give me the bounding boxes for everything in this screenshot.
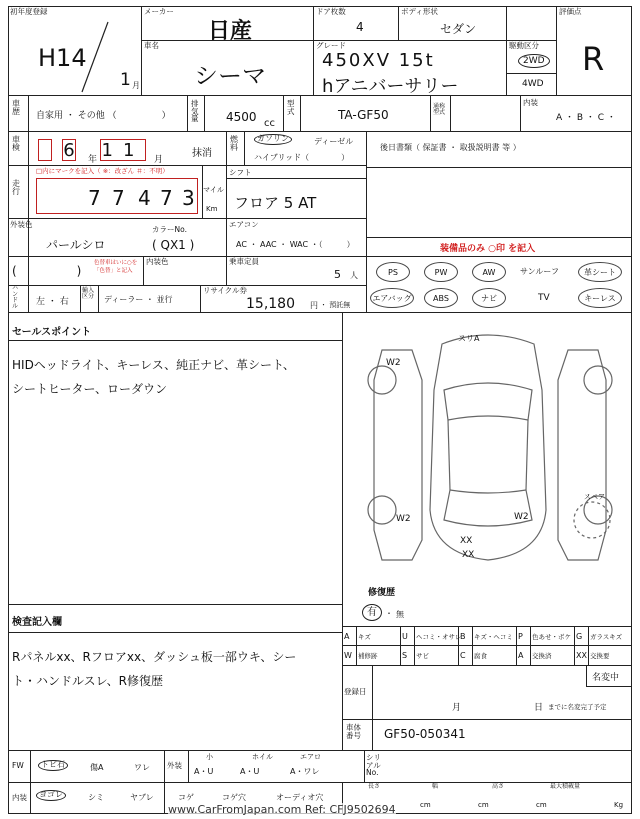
capacity-label: 乗車定員: [229, 257, 259, 266]
legend-row1-cell: G: [576, 632, 583, 641]
ext-color: パールシロ: [46, 238, 106, 252]
spare-tire: [574, 502, 610, 538]
damage-mark-xx-1: XX: [460, 536, 473, 546]
ext-aero-label: エアロ: [300, 753, 321, 761]
int-audiohole: オーディオ穴: [276, 793, 324, 802]
dim-height-unit: cm: [536, 801, 547, 809]
int-tear: ヤブレ: [130, 793, 154, 802]
car-name: シーマ: [194, 62, 266, 90]
int-burnhole: コゲ穴: [222, 793, 246, 802]
inspect-line1: Rパネルxx、Rフロアxx、ダッシュ板一部ウキ、シー: [12, 650, 297, 664]
mileage-unit-km: Km: [206, 205, 218, 213]
repair-yes: 有: [362, 604, 382, 621]
inspect-label: 内装: [523, 98, 538, 107]
legend-row2-cell: A: [518, 651, 524, 660]
fuel-diesel: ディーゼル: [314, 137, 354, 146]
displacement-label: 排気量: [191, 99, 199, 123]
handle-label: ハンドル: [12, 285, 19, 310]
score-label: 評価点: [559, 7, 582, 16]
first-reg-month-unit: 月: [132, 81, 140, 90]
fw-label: FW: [12, 761, 24, 770]
year-divider-slash: [78, 20, 112, 94]
name-change: 名変中: [592, 673, 620, 683]
repair-no: 無: [396, 610, 404, 619]
dim-width-unit: cm: [478, 801, 489, 809]
ac-options: AC ・ AAC ・ WAC ・（ ）: [236, 240, 355, 249]
equip-navi: ナビ: [472, 288, 506, 308]
displacement: 4500: [226, 110, 257, 124]
wheel-right-front: [584, 366, 612, 394]
damage-mark-w2-left: W2: [386, 358, 401, 368]
shaken-month-unit: 月: [154, 155, 164, 165]
legend-row1-cell: U: [402, 632, 408, 641]
shaken-year-box-2: [62, 139, 76, 161]
legend-row1-cell: ガラスキズ: [590, 633, 623, 641]
import-label: 輸入区分: [82, 287, 95, 300]
dim-length-unit: cm: [420, 801, 431, 809]
shaken-month-box: [100, 139, 146, 161]
mileage-digit-4: 7: [160, 186, 173, 210]
mileage-digit-1: 7: [88, 186, 101, 210]
recycle-label: リサイクル券: [203, 286, 247, 295]
legend-row2-cell: サビ: [416, 652, 429, 660]
serial-label: 車体番号: [346, 723, 361, 740]
inspect-title: 検査記入欄: [12, 617, 62, 628]
int-dirt: ヨゴレ: [36, 790, 66, 801]
history-label: 車歴: [12, 99, 20, 116]
fw-chip: トビ石: [38, 760, 68, 771]
ext-wheel-label: ホイル: [252, 753, 273, 761]
watermark: www.CarFromJapan.com Ref: CFJ9502694: [168, 803, 396, 816]
legend-row2-cell: 腐食: [474, 652, 487, 660]
followup-docs: 後日書類（ 保証書 ・ 取扱説明書 等 ）: [380, 143, 521, 152]
car-right-side: [558, 350, 606, 560]
serial2-label: シリアルNo.: [366, 753, 381, 777]
repair-dot: ・: [385, 609, 393, 618]
equip-note: 装備品のみ ○印 を記入: [440, 244, 536, 254]
equip-ps: PS: [376, 262, 410, 282]
body-type-label: ボディ形状: [401, 7, 438, 16]
car-top-windshield: [444, 383, 532, 420]
maker-label: メーカー: [144, 7, 174, 16]
int-label: 内装: [12, 793, 27, 802]
capacity-unit: 人: [350, 271, 358, 280]
legend-row2-cell: S: [402, 651, 408, 660]
legend-row1-cell: B: [460, 632, 466, 641]
doors-label: ドア枚数: [316, 7, 346, 16]
legend-row2-cell: XX: [576, 651, 587, 660]
equip-tv: TV: [538, 293, 550, 303]
fuel-gasoline: ガソリン: [254, 134, 292, 145]
regist-deadline: までに名変完了予定: [548, 703, 607, 711]
equip-keyless: キーレス: [578, 288, 622, 308]
color-code: ( QX1 ): [152, 238, 195, 252]
regist-month: 月: [452, 703, 462, 713]
damage-mark-front: スリA: [458, 334, 480, 343]
int-burn: コゲ: [178, 793, 194, 802]
ext-wheel-grade: A・U: [240, 767, 260, 776]
score: R: [582, 40, 605, 78]
sales-title: セールスポイント: [12, 327, 92, 338]
sales-text-line2: シートヒーター、ローダウン: [12, 382, 168, 396]
car-left-side: [374, 350, 422, 560]
mileage-note: □内にマークを記入（ ※：改ざん ＃：不明）: [36, 167, 169, 175]
damage-mark-w2-lowerleft: W2: [396, 514, 411, 524]
damage-mark-w2-lowerright: W2: [514, 512, 529, 522]
model-label: 型式: [287, 99, 295, 116]
shaken-month: 11: [101, 139, 145, 161]
shift-label: シフト: [229, 168, 252, 177]
recycle-deposit: ・ 預託無: [320, 301, 351, 309]
ext-small-label: 小: [206, 753, 213, 761]
handle: 左 ・ 右: [36, 297, 69, 307]
drive-2wd: 2WD: [518, 54, 550, 68]
equip-sunroof: サンルーフ: [520, 267, 559, 276]
model: TA-GF50: [338, 108, 389, 122]
grade-label: グレード: [316, 41, 346, 50]
legend-row1-cell: 色あせ・ボケ: [532, 633, 571, 641]
spare-label: スペア: [584, 493, 605, 501]
displacement-unit: cc: [264, 118, 275, 129]
dim-length-label: 長さ: [368, 783, 381, 790]
shaken-year-unit: 年: [88, 155, 98, 165]
legend-row2-cell: 補修跡: [358, 652, 378, 660]
equip-abs: ABS: [424, 288, 458, 308]
fw-crack: ワレ: [134, 763, 150, 772]
grade-line1: 450XV 15t: [322, 50, 435, 71]
dim-load-unit: Kg: [614, 801, 624, 809]
legend-row1-cell: A: [344, 632, 350, 641]
first-reg-month: 1: [120, 70, 131, 90]
equip-leather: 革シート: [578, 262, 622, 282]
capacity: 5: [334, 268, 341, 281]
equip-aw: AW: [472, 262, 506, 282]
recycle-amount: 15,180: [246, 296, 295, 312]
wheel-left-front: [368, 366, 396, 394]
repair-label: 修復歴: [368, 588, 396, 598]
sales-text-line1: HIDヘッドライト、キーレス、純正ナビ、革シート、: [12, 358, 295, 372]
car-name-label: 車名: [144, 41, 159, 50]
mileage-label: 走行: [12, 179, 20, 196]
damage-mark-xx-2: XX: [462, 550, 475, 560]
dim-height-label: 高さ: [492, 783, 505, 790]
drive-label: 駆動区分: [509, 41, 539, 50]
dim-load-label: 最大積載量: [550, 783, 581, 790]
legend-row1-cell: P: [518, 632, 523, 641]
ext-color-label: 外装色: [10, 220, 33, 229]
ac-label: エアコン: [229, 220, 259, 229]
mileage-digit-2: 7: [112, 186, 125, 210]
legend-row2-cell: W: [344, 651, 352, 660]
shaken-label: 車検: [12, 135, 20, 152]
regist-day: 日: [534, 703, 544, 713]
first-reg-year: H14: [38, 44, 87, 72]
int-color-label: 内装色: [146, 257, 169, 266]
color-change-note: 色替車はいに○を「色替」と記入: [94, 260, 138, 274]
color-code-label: カラーNo.: [152, 225, 187, 234]
legend-row2-cell: 交換要: [590, 652, 610, 660]
legend-row1-cell: ヘコミ・オサレ: [416, 633, 462, 641]
legend-row2-cell: 交換済: [532, 652, 552, 660]
ext-small-grade: A・U: [194, 767, 214, 776]
int-stain: シミ: [88, 793, 104, 802]
ext-label: 外装: [167, 761, 182, 770]
mileage-digit-3: 4: [138, 186, 151, 210]
inspect-line2: ト・ハンドルスレ、R修復歴: [12, 674, 164, 688]
shaken-erased: 抹消: [192, 148, 212, 159]
regist-label: 登録日: [344, 687, 367, 696]
shaken-year: 6: [63, 139, 75, 161]
int-paren: ( ): [12, 264, 82, 278]
maker: 日産: [208, 19, 253, 44]
dim-width-label: 幅: [432, 783, 439, 790]
shift: フロア 5 AT: [234, 194, 317, 212]
fuel-hybrid: ハイブリッド（ ）: [254, 153, 350, 162]
wheel-left-rear: [368, 496, 396, 524]
fw-scratch: 傷A: [90, 763, 104, 772]
routine-label: 通称型式: [433, 103, 446, 116]
shaken-year-box-1: [38, 139, 52, 161]
legend-row2-cell: C: [460, 651, 466, 660]
legend-row1-cell: キズ・ヘコミ: [474, 633, 513, 641]
drive-4wd: 4WD: [522, 79, 544, 89]
legend-row1-cell: キズ: [358, 633, 371, 641]
body-type: セダン: [440, 22, 477, 36]
recycle-unit: 円: [310, 301, 318, 310]
mileage-unit-mile: マイル: [203, 186, 224, 194]
first-reg-label: 初年度登録: [10, 7, 48, 16]
ext-aero-grade: A・ワレ: [290, 767, 320, 776]
doors: 4: [356, 20, 364, 34]
fuel-label: 燃料: [230, 135, 238, 152]
usage: 自家用 ・ その他 （ ）: [36, 111, 171, 121]
import: ディーラー ・ 並行: [104, 295, 173, 304]
serial-number: GF50-050341: [384, 727, 466, 741]
grade-line2: hアニバーサリー: [322, 76, 459, 97]
mileage-digit-5: 3: [182, 186, 195, 210]
equip-airbag: エアバッグ: [370, 288, 414, 308]
equip-pw: PW: [424, 262, 458, 282]
inspect-grades: A ・ B ・ C ・: [556, 113, 616, 123]
